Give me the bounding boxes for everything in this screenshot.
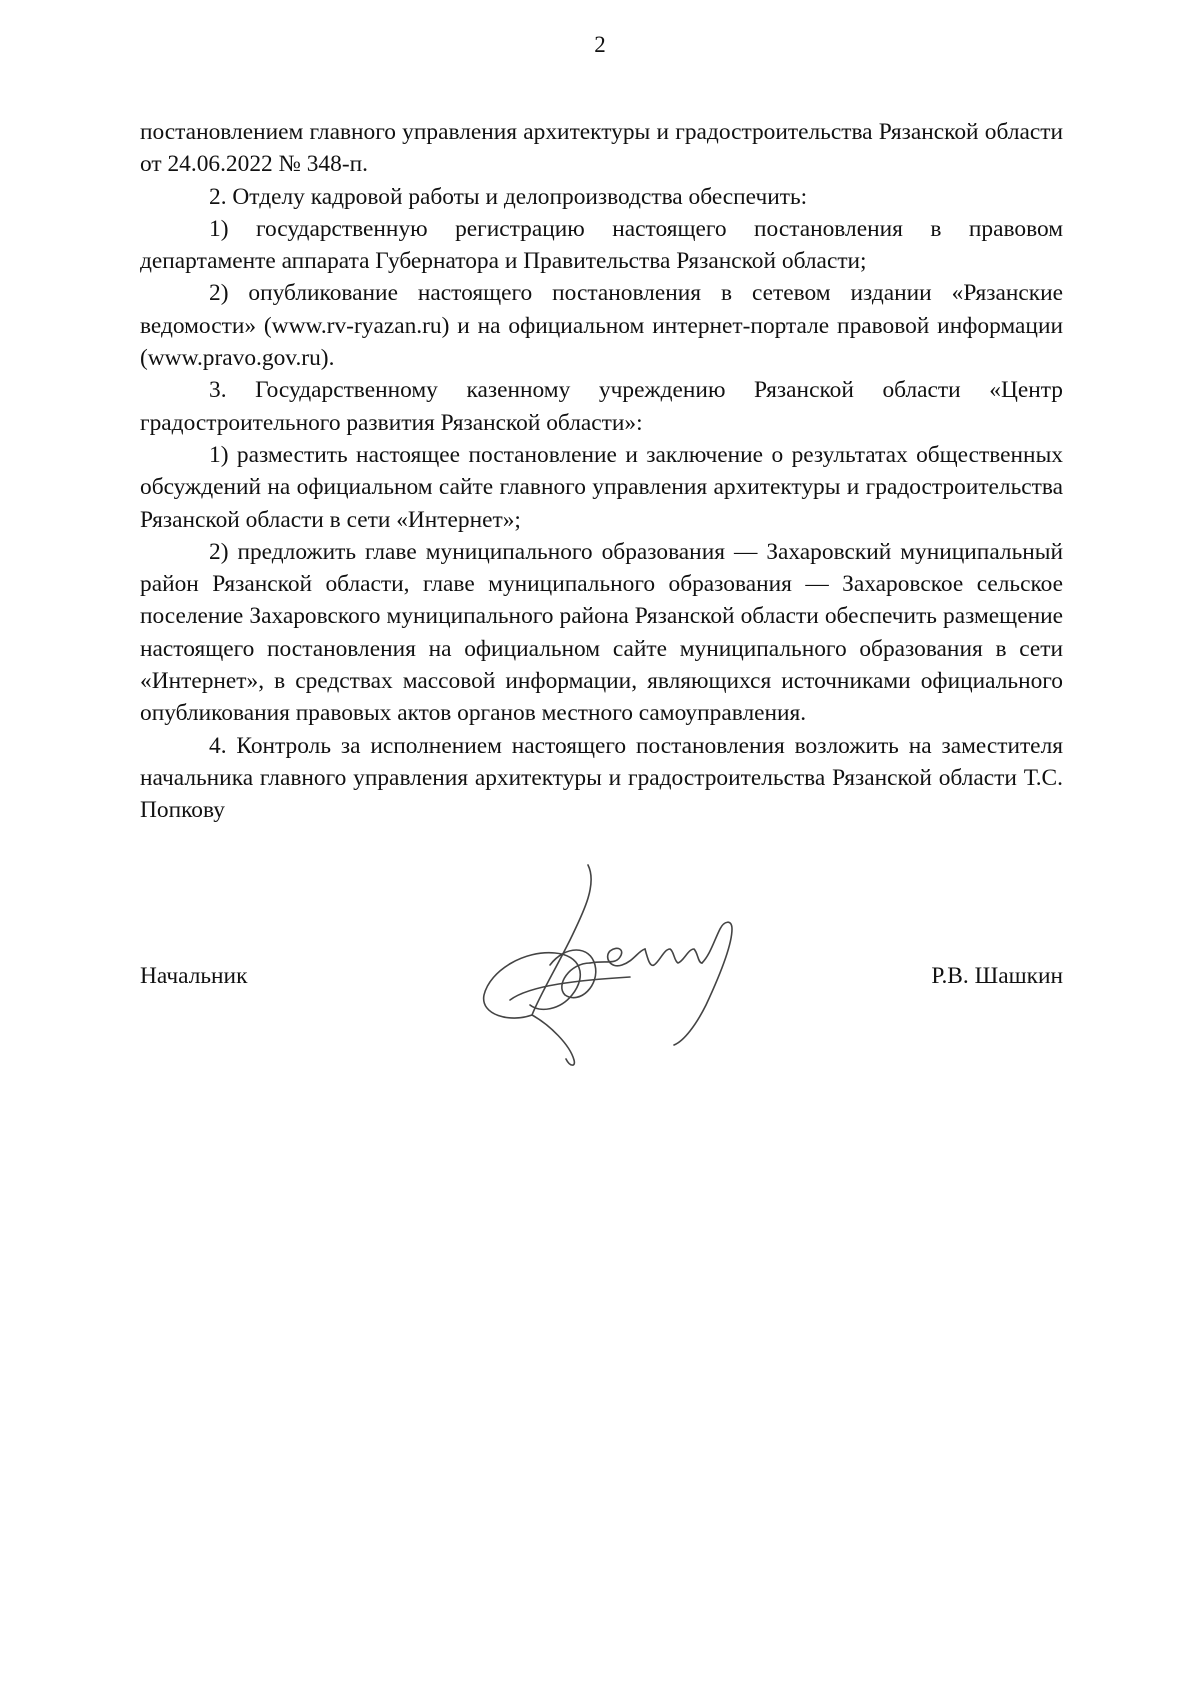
paragraph-item-3-1: 1) разместить настоящее постановление и заключение о результатах общественных обсуждений на официальном сайте главного управления архитектуры и градостроительства Рязанской области в сети «Интернет»; — [140, 441, 1063, 533]
paragraph-item-4: 4. Контроль за исполнением настоящего постановления возложить на заместителя начальника главного управления архитектуры и градостроительства Рязанской области Т.С. Попкову — [140, 732, 1063, 824]
signer-title: Начальник — [140, 963, 248, 989]
paragraph-continuation: постановлением главного управления архитектуры и градостроительства Рязанской области от 24.06.2022 № 348-п. — [140, 119, 1063, 178]
signer-name: Р.В. Шашкин — [931, 963, 1063, 989]
paragraph-item-3-2: 2) предложить главе муниципального образования — Захаровский муниципальный район Рязанской области, главе муниципального образования — Захаровское сельское поселение Захаровского муниципального района Рязанской области обеспечить размещение настоящего постановления на официальном сайте муниципального образования в сети «Интернет», в средствах массовой информации, являющихся источниками официального опубликования правовых актов органов местного самоуправления. — [140, 538, 1063, 727]
page-number: 2 — [594, 32, 606, 57]
document-body — [140, 116, 1063, 827]
paragraph-item-2-2: 2) опубликование настоящего постановления в сетевом издании «Рязанские ведомости» (www.rv-ryazan.ru) и на официальном интернет-портале правовой информации (www.pravo.gov.ru). — [140, 280, 1063, 372]
paragraph-item-2-1: 1) государственную регистрацию настоящего постановления в правовом департаменте аппарата Губернатора и Правительства Рязанской области; — [140, 215, 1063, 275]
paragraph-item-2: 2. Отделу кадровой работы и делопроизводства обеспечить: — [209, 183, 808, 210]
handwritten-signature — [470, 845, 780, 1075]
paragraph-item-3: 3. Государственному казенному учреждению Рязанской области «Центр градостроительного развития Рязанской области»: — [140, 377, 1063, 436]
